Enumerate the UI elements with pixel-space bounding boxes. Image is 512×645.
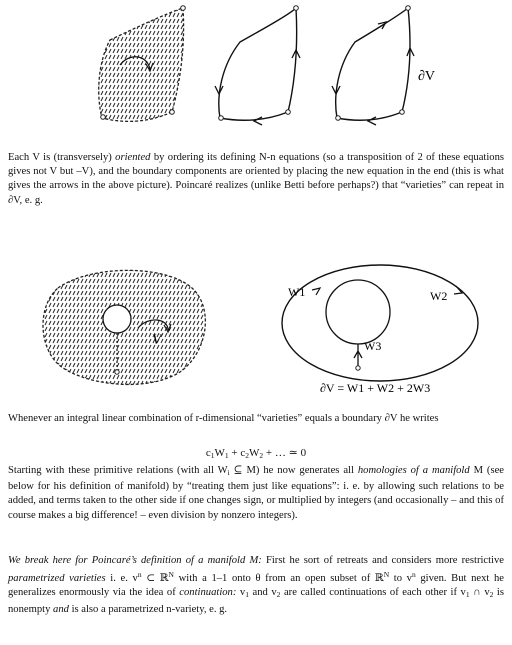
boundary-label: ∂V	[418, 69, 436, 84]
para4-emphasis-heading: We break here for Poincaré’s definition of a manifold M:	[8, 555, 262, 566]
boundary-equation: ∂V = W1 + W2 + 2W3	[320, 381, 431, 395]
homology-formula: $c_1W_1 + c_2W_2$ + … ≃ 0	[205, 447, 307, 460]
paragraph-manifold-definition: We break here for Poincaré’s definition of a manifold M: First he sort of retreats and considers more restrictive parametrized varieties i. e. $v^n$ ⊂ ℝ$^N$ with a 1–1 onto θ from an open subset of ℝ$^N$ to $v^n$ given. But next he generalizes enormously via the idea of continuation: $v_1$ and $v_2$ are called continuations of each other if $v_1$ ∩ $v_2$ is nonempty and is also a parametrized n-variety, e. g.	[8, 555, 505, 615]
para1-text-a: Each V is (transversely)	[8, 152, 116, 163]
figure-oriented-patches	[0, 0, 512, 150]
paragraph-integral-combination: Whenever an integral linear combination of r-dimensional “varieties” equals a boundary ∂V he writes	[8, 413, 439, 424]
paragraph-orientation	[8, 151, 504, 208]
boundary-patch-dv	[332, 6, 435, 125]
label-w3: W3	[364, 339, 382, 353]
hatched-region-with-hole	[43, 270, 205, 384]
label-w1: W1	[288, 285, 306, 299]
para1-text-b: by ordering its defining N-n equations (so a transposition of 2 of these equations gives not V but –V), and the boundary components are oriented by placing the new equation in the end (this is what gives the arrows in the above picture). Poincaré realizes (unlike Betti before perhaps?) that “varieties” can repeat in ∂V, e. g.	[8, 152, 504, 206]
para3-emphasis: homologies of a manifold	[357, 465, 470, 476]
figure-repeated-boundary	[0, 260, 512, 400]
region-label-v: V	[152, 332, 162, 348]
para1-emphasis: oriented	[115, 152, 151, 163]
boundary-curves	[282, 265, 478, 395]
paragraph-homologies: Starting with these primitive relations (with all $W_i$ ⊆ M) he now generates all homologies of a manifold M (see below for his definition of manifold) by “treating them just like equations”: i. e. by allowing such relations to be added, and terms taken to the other side if one changes sign, or multiplied by integers (and occasionally – and this of course makes a big difference! – even division by nonzero integers).	[8, 465, 504, 521]
label-w2: W2	[430, 289, 448, 303]
boundary-patch	[215, 6, 300, 125]
hatched-patch	[99, 6, 186, 122]
